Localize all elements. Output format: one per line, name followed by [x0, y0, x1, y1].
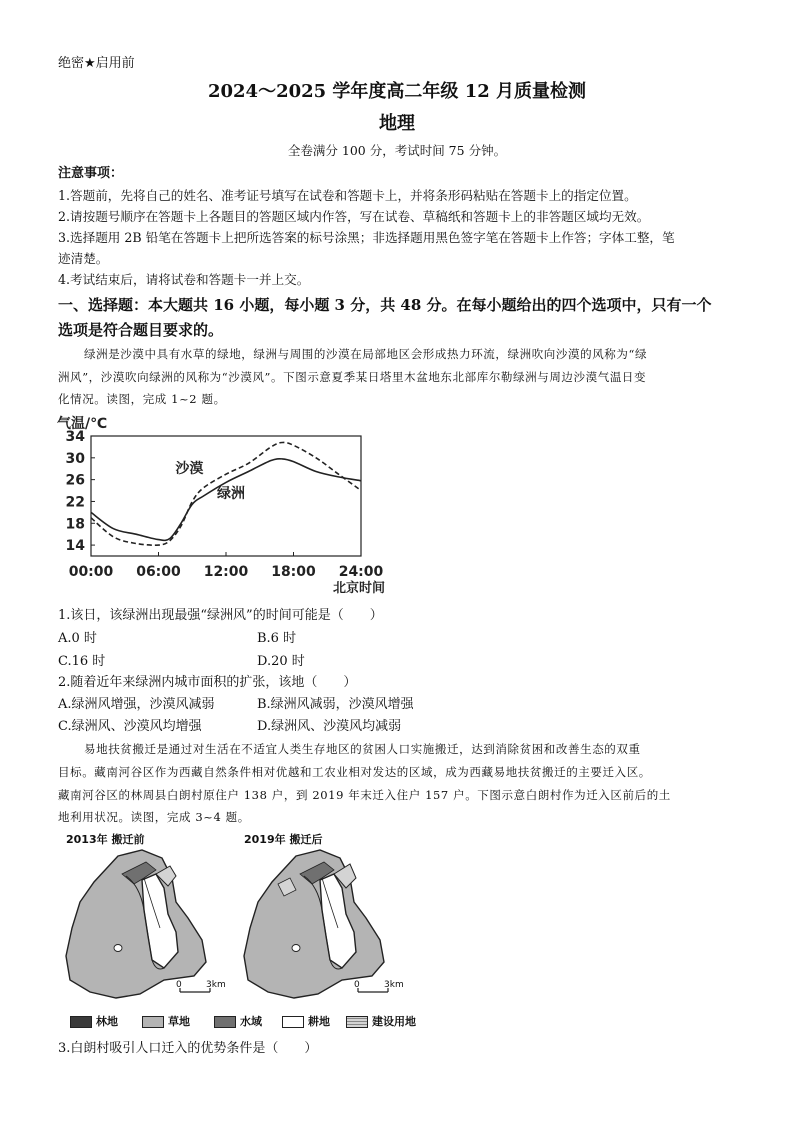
x-tick-label: 00:00 — [68, 564, 114, 580]
note-item: 1.答题前，先将自己的姓名、准考证号填写在试卷和答题卡上，并将条形码粘贴在答题卡上的指定位置。 — [58, 188, 637, 203]
y-axis-label: 气温/℃ — [57, 416, 108, 432]
legend-label: 耕地 — [308, 1015, 330, 1028]
note-item: 3.选择题用 2B 铅笔在答题卡上把所选答案的标号涂黑；非选择题用黑色签字笔在答题卡上作答；字体工整，笔 — [58, 230, 675, 245]
q2-option-c[interactable]: C.绿洲风、沙漠风均增强 — [58, 719, 202, 734]
temperature-chart — [55, 410, 386, 600]
y-tick-label: 18 — [65, 516, 85, 533]
x-tick-label: 18:00 — [271, 564, 316, 580]
subject-title: 地理 — [379, 113, 415, 134]
series-label-desert: 沙漠 — [175, 461, 204, 478]
x-tick-label: 06:00 — [136, 564, 181, 580]
legend-label: 水域 — [240, 1015, 262, 1028]
legend-swatch-water — [214, 1016, 236, 1028]
passage-line: 地利用状况。读图，完成 3~4 题。 — [58, 810, 250, 824]
map-after-title: 2019年 搬迁后 — [244, 833, 323, 846]
passage-line: 洲风”，沙漠吹向绿洲的风称为“沙漠风”。下图示意夏季某日塔里木盆地东北部库尔勒绿洲与周边沙漠气温日变 — [58, 370, 647, 384]
q1-option-c[interactable]: C.16 时 — [58, 654, 106, 669]
passage-line: 藏南河谷区的林周县白朗村原住户 138 户，到 2019 年末迁入住户 157 户。下图示意白朗村作为迁入区前后的土 — [58, 788, 671, 802]
q1-option-b[interactable]: B.6 时 — [257, 631, 297, 646]
scale-zero: 0 — [176, 980, 182, 990]
note-item: 2.请按题号顺序在答题卡上各题目的答题区域内作答，写在试卷、草稿纸和答题卡上的非答题区域均无效。 — [58, 209, 650, 224]
passage-line: 易地扶贫搬迁是通过对生活在不适宜人类生存地区的贫困人口实施搬迁，达到消除贫困和改善生态的双重 — [84, 742, 641, 756]
y-tick-label: 14 — [65, 538, 85, 555]
x-tick-label: 24:00 — [338, 564, 384, 580]
passage-line: 绿洲是沙漠中具有水草的绿地，绿洲与周围的沙漠在局部地区会形成热力环流，绿洲吹向沙漠的风称为“绿 — [84, 347, 648, 361]
y-tick-label: 34 — [65, 429, 85, 445]
passage-line: 目标。藏南河谷区作为西藏自然条件相对优越和工农业相对发达的区域，成为西藏易地扶贫搬迁的主要迁入区。 — [58, 765, 651, 779]
legend-label: 建设用地 — [372, 1015, 416, 1028]
section-heading: 选项是符合题目要求的。 — [58, 321, 224, 339]
legend-label: 林地 — [96, 1015, 118, 1028]
passage-line: 化情况。读图，完成 1~2 题。 — [58, 392, 226, 406]
scale-zero: 0 — [354, 980, 360, 990]
note-item: 迹清楚。 — [58, 251, 109, 266]
q2-option-a[interactable]: A.绿洲风增强，沙漠风减弱 — [58, 697, 215, 712]
legend-swatch-forest — [70, 1016, 92, 1028]
section-heading: 一、选择题：本大题共 16 小题，每小题 3 分，共 48 分。在每小题给出的四个选项中，只有一个 — [58, 296, 712, 314]
x-axis-label: 北京时间 — [332, 581, 386, 596]
land-use-figure — [60, 830, 420, 1030]
q1-option-d[interactable]: D.20 时 — [257, 654, 305, 669]
q1-option-a[interactable]: A.0 时 — [58, 631, 97, 646]
x-tick-label: 12:00 — [203, 564, 249, 580]
scale-label: 3km — [384, 980, 404, 990]
q2-option-d[interactable]: D.绿洲风、沙漠风均减弱 — [257, 719, 402, 734]
legend-swatch-farmland — [282, 1016, 304, 1028]
question-2-stem: 2.随着近年来绿洲内城市面积的扩张，该地（ ） — [58, 675, 357, 690]
legend-swatch-construction — [346, 1016, 368, 1028]
q2-option-b[interactable]: B.绿洲风减弱，沙漠风增强 — [257, 697, 414, 712]
exam-title: 2024～2025 学年度高二年级 12 月质量检测 — [207, 81, 587, 102]
y-tick-label: 26 — [65, 472, 85, 489]
y-tick-label: 22 — [65, 494, 85, 511]
exam-info: 全卷满分 100 分，考试时间 75 分钟。 — [287, 143, 507, 158]
map-before-title: 2013年 搬迁前 — [66, 833, 145, 846]
question-3-stem: 3.白朗村吸引人口迁入的优势条件是（ ） — [58, 1041, 318, 1056]
series-label-oasis: 绿洲 — [217, 486, 245, 503]
legend-label: 草地 — [168, 1015, 190, 1028]
y-tick-label: 30 — [65, 450, 85, 467]
map-legend — [70, 1014, 420, 1030]
secret-label: 绝密★启用前 — [58, 56, 135, 71]
legend-swatch-grass — [142, 1016, 164, 1028]
scale-label: 3km — [206, 980, 226, 990]
note-item: 4.考试结束后，请将试卷和答题卡一并上交。 — [58, 272, 310, 287]
question-1-stem: 1.该日，该绿洲出现最强“绿洲风”的时间可能是（ ） — [58, 608, 383, 623]
notes-heading: 注意事项： — [58, 166, 124, 181]
